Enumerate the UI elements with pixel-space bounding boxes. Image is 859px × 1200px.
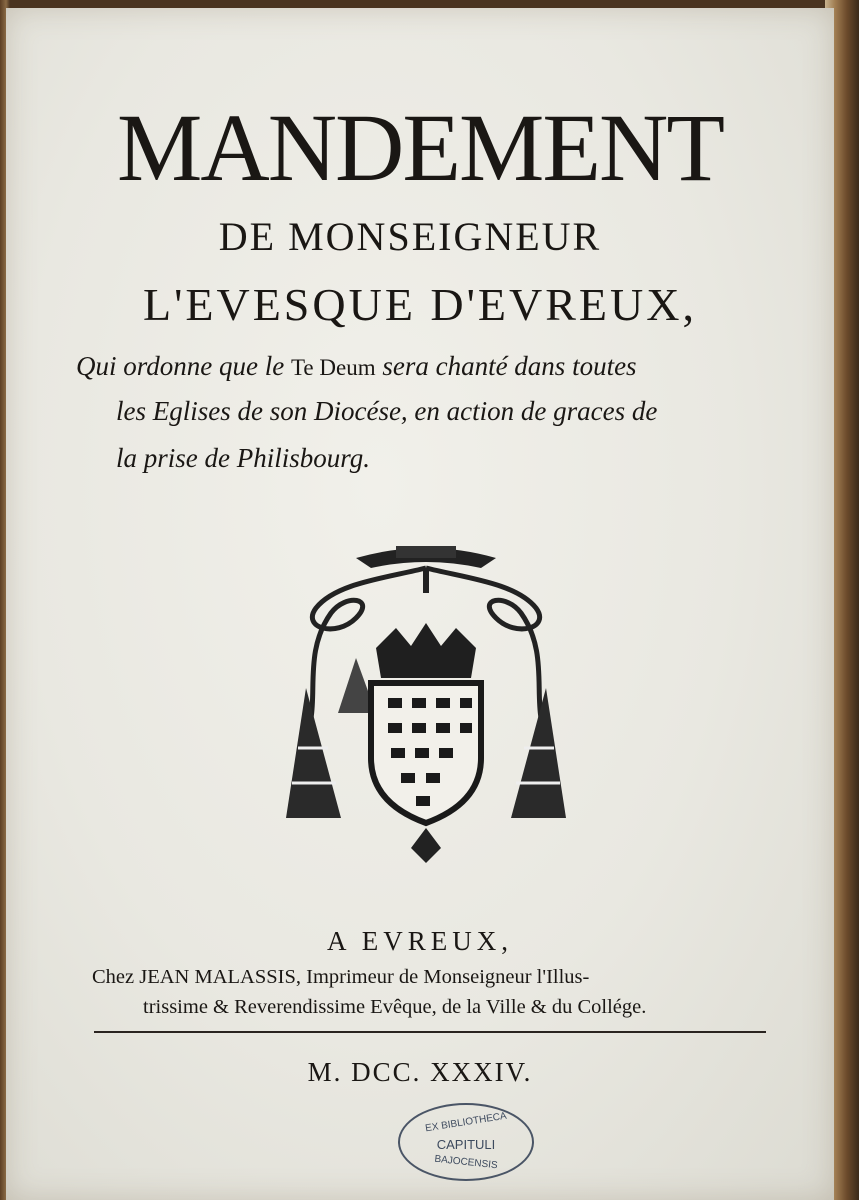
imprint-printer-line-1: Chez JEAN MALASSIS, Imprimeur de Monseigneur l'Illus-	[92, 966, 590, 988]
description-line-1-a: Qui ordonne que le	[76, 351, 285, 381]
imprint-printer-line-2: trissime & Reverendissime Evêque, de la Ville & du Collége.	[143, 996, 647, 1018]
description-line-3: la prise de Philisbourg.	[116, 443, 370, 473]
imprint-year: M. DCC. XXXIV.	[307, 1057, 533, 1087]
coat-of-arms-emblem	[276, 538, 576, 868]
divider-rule	[94, 1031, 766, 1033]
title-page	[6, 8, 834, 1200]
subtitle-monseigneur: DE MONSEIGNEUR	[218, 214, 602, 259]
description-line-1	[76, 353, 637, 380]
stamp-line-1: EX BIBLIOTHECA	[424, 1110, 508, 1135]
description-line-2: les Eglises de son Diocése, en action de graces de	[116, 396, 658, 426]
stamp-line-3: BAJOCENSIS	[433, 1153, 499, 1172]
subtitle-evesque: L'EVESQUE D'EVREUX,	[143, 279, 697, 330]
stamp-line-2: CAPITULI	[436, 1137, 496, 1152]
page-title: MANDEMENT	[117, 94, 723, 201]
imprint-place: A EVREUX,	[327, 926, 513, 956]
te-deum: Te Deum	[290, 355, 376, 380]
library-stamp	[398, 1103, 534, 1181]
description-line-1-c: sera chanté dans toutes	[382, 351, 637, 381]
